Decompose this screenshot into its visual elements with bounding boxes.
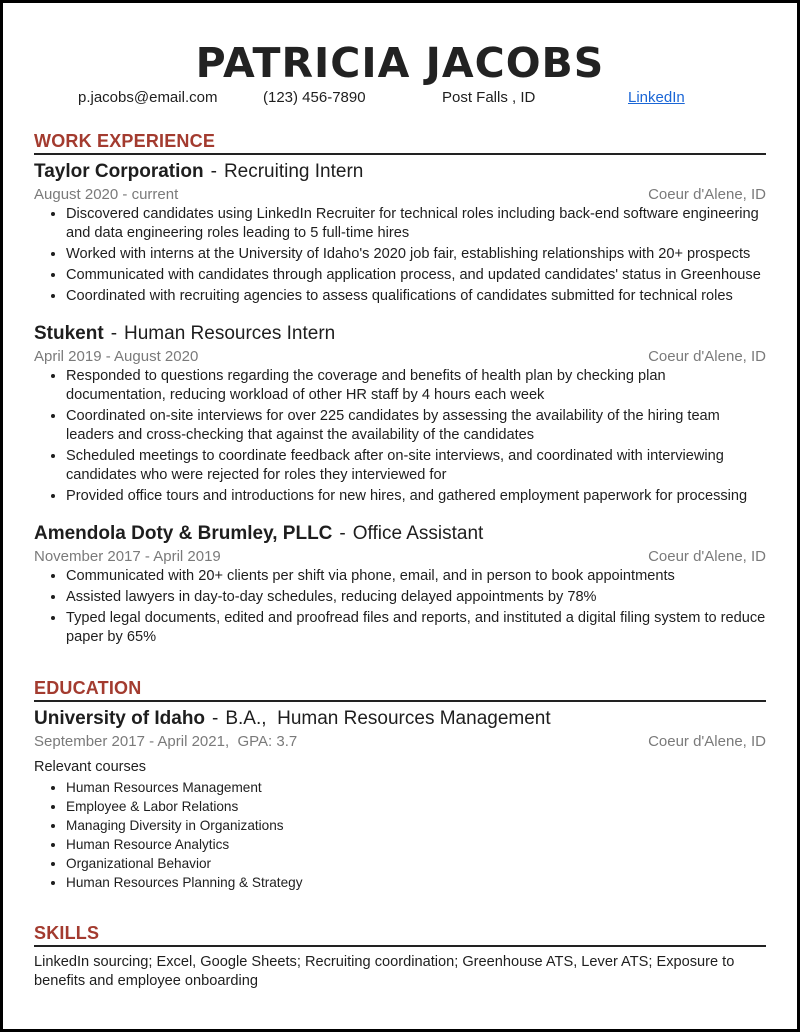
courses-list — [34, 778, 766, 892]
job-company: Amendola Doty & Brumley, PLLC — [34, 523, 333, 544]
course-item: • Human Resources Management — [66, 778, 766, 797]
job-meta — [34, 547, 766, 567]
education-location: Coeur d'Alene, ID — [648, 733, 766, 750]
candidate-name: PATRICIA JACOBS — [195, 39, 605, 87]
course-item: • Employee & Labor Relations — [66, 797, 766, 816]
job-location: Coeur d'Alene, ID — [648, 548, 766, 565]
job-separator: - — [339, 523, 346, 544]
skills-heading: SKILLS — [34, 922, 766, 947]
bullet-item: • Worked with interns at the University of Idaho's 2020 job fair, establishing relationships with 20+ prospects — [66, 245, 766, 264]
bullet-item: • Responded to questions regarding the coverage and benefits of health plan by checking plan documentation, reducing workload of other HR staff by 4 hours each week — [66, 367, 766, 405]
education-header — [34, 706, 766, 732]
contact-location: Post Falls , ID — [442, 89, 536, 106]
course-item: • Human Resources Planning & Strategy — [66, 873, 766, 892]
relevant-courses-label: Relevant courses — [34, 759, 147, 775]
education-heading: EDUCATION — [34, 677, 766, 702]
education-dates-gpa — [34, 732, 297, 752]
job-dates: April 2019 - August 2020 — [34, 348, 199, 365]
job-company: Taylor Corporation — [34, 161, 204, 182]
bullet-item: • Provided office tours and introductions for new hires, and gathered employment paperwork for processing — [66, 487, 766, 506]
school-name: University of Idaho — [34, 708, 206, 729]
job-bullets — [34, 367, 766, 506]
job-dates: November 2017 - April 2019 — [34, 548, 221, 565]
contact-row — [34, 89, 766, 111]
course-item: • Human Resource Analytics — [66, 835, 766, 854]
job-meta — [34, 185, 766, 205]
job-meta — [34, 347, 766, 367]
bullet-item: • Communicated with candidates through application process, and updated candidates' status in Greenhouse — [66, 266, 766, 285]
education-separator: - — [212, 708, 219, 729]
linkedin-link[interactable]: LinkedIn — [628, 89, 685, 106]
education-dates: September 2017 - April 2021, — [34, 733, 230, 750]
major: Human Resources Management — [277, 708, 551, 729]
job-role: Recruiting Intern — [223, 161, 364, 182]
bullet-item: • Communicated with 20+ clients per shift via phone, email, and in person to book appointments — [66, 567, 766, 586]
bullet-item: • Coordinated with recruiting agencies to assess qualifications of candidates submitted for technical roles — [66, 287, 766, 306]
contact-phone: (123) 456-7890 — [263, 89, 366, 106]
job-entry — [34, 521, 766, 647]
job-bullets — [34, 205, 766, 306]
education-entry — [34, 706, 766, 892]
contact-email: p.jacobs@email.com — [78, 89, 218, 106]
job-header — [34, 521, 766, 547]
job-header — [34, 159, 766, 185]
bullet-item: • Coordinated on-site interviews for over 225 candidates by assessing the availability of the hiring team leaders and cross-checking that against the availability of the candidates — [66, 407, 766, 445]
job-company: Stukent — [34, 323, 104, 344]
job-separator: - — [110, 323, 118, 344]
bullet-item: • Scheduled meetings to coordinate feedback after on-site interviews, and coordinated with interviewing candidates who were rejected for roles they interviewed for — [66, 447, 766, 485]
course-item: • Managing Diversity in Organizations — [66, 816, 766, 835]
bullet-item: • Discovered candidates using LinkedIn Recruiter for technical roles including back-end software engineering and data engineering roles leading to 5 full-time hires — [66, 205, 766, 243]
job-bullets — [34, 567, 766, 647]
job-entry — [34, 321, 766, 506]
job-location: Coeur d'Alene, ID — [648, 348, 766, 365]
bullet-item: • Typed legal documents, edited and proofread files and reports, and instituted a digital filing system to reduce paper by 65% — [66, 609, 766, 647]
gpa: GPA: 3.7 — [237, 733, 298, 750]
education-meta — [34, 732, 766, 752]
job-header — [34, 321, 766, 347]
bullet-item: • Assisted lawyers in day-to-day schedules, reducing delayed appointments by 78% — [66, 588, 766, 607]
job-entry — [34, 159, 766, 306]
job-role: Office Assistant — [352, 523, 484, 544]
work-experience-heading: WORK EXPERIENCE — [34, 130, 766, 155]
degree: B.A., — [225, 708, 267, 729]
job-location: Coeur d'Alene, ID — [648, 186, 766, 203]
job-separator: - — [210, 161, 217, 182]
course-item: • Organizational Behavior — [66, 854, 766, 873]
job-role: Human Resources Intern — [124, 323, 336, 344]
job-dates: August 2020 - current — [34, 186, 179, 203]
skills-text: LinkedIn sourcing; Excel, Google Sheets; Recruiting coordination; Greenhouse ATS, Lever ATS; Exposure to benefits and employee onboarding — [34, 954, 735, 989]
